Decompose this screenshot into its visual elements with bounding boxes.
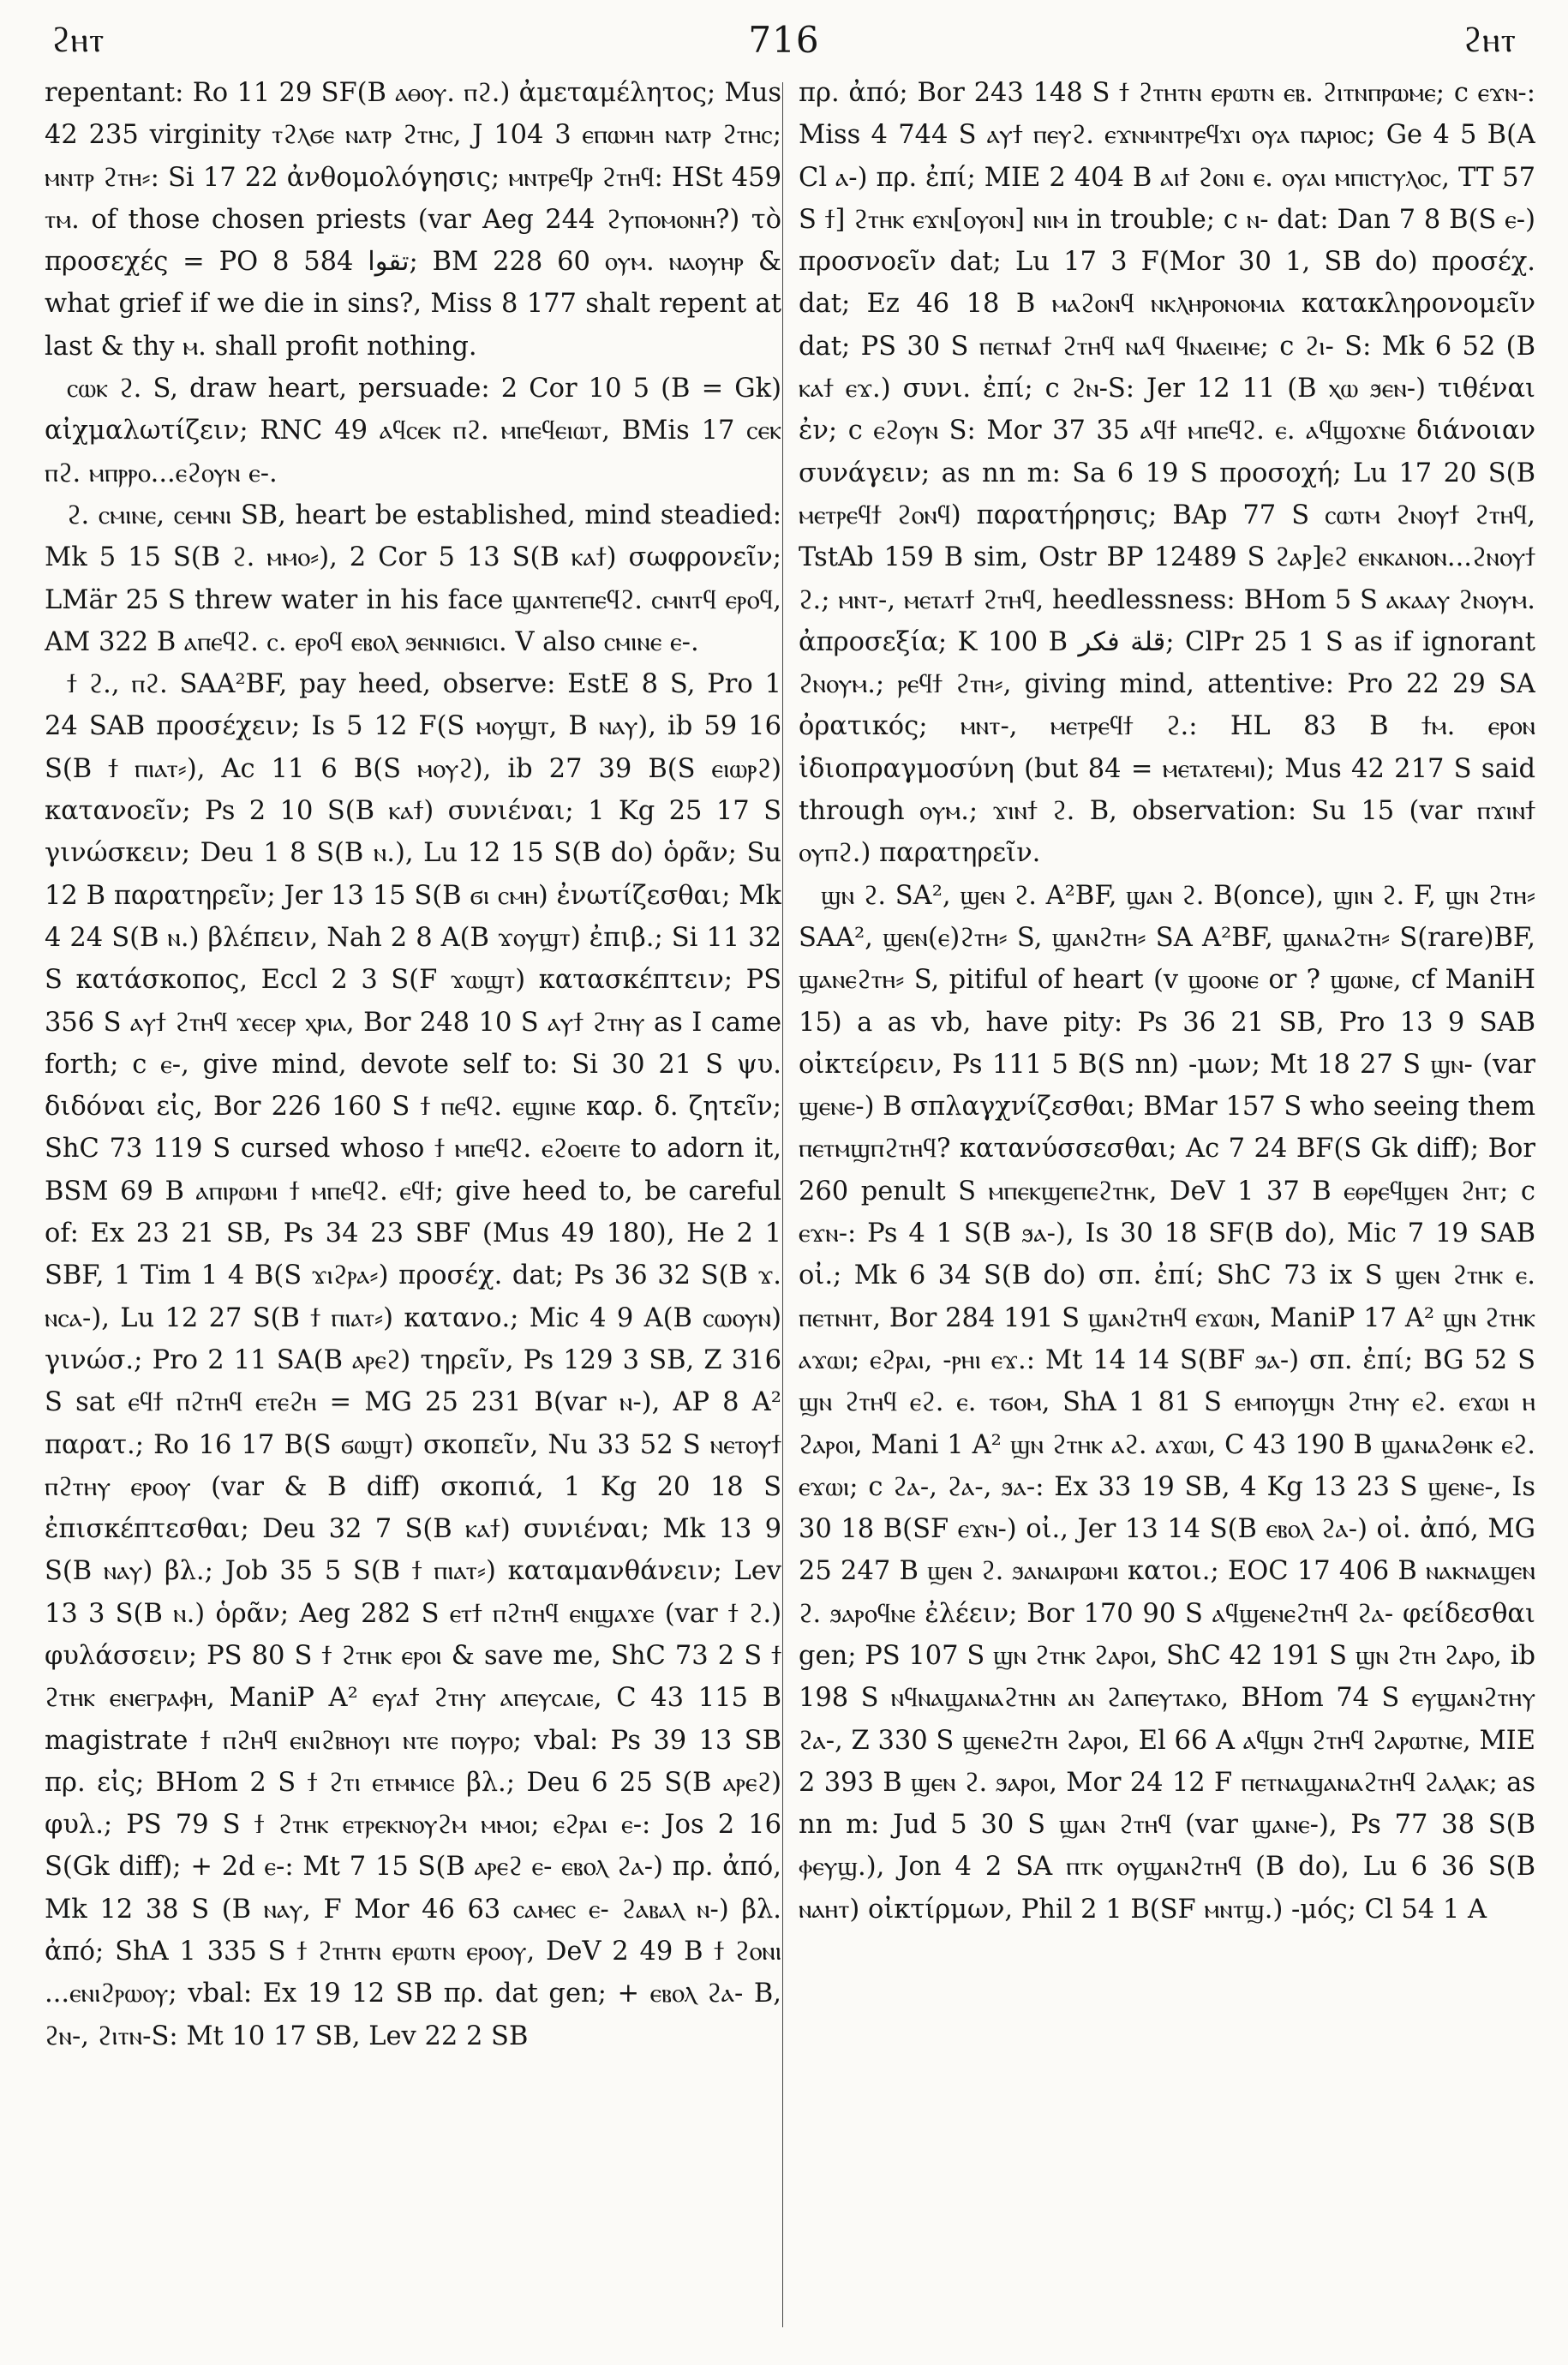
page-header: [51, 14, 1517, 65]
right-column: [799, 72, 1535, 2334]
header-right-headword: ϩⲏⲧ: [1463, 20, 1517, 60]
entry-paragraph: πρ. ἀπό; Bor 243 148 S ϯ ϩⲧⲏⲧⲛ ⲉⲣⲱⲧⲛ ⲉⲃ. ϩⲓⲧⲛⲡⲣⲱⲙⲉ; c ⲉϫⲛ-: Miss 4 744 S ⲁⲩϯ ⲡⲉⲩϩ. ⲉϫⲛⲙⲛⲧⲣⲉϥϫⲓ ⲟⲩⲁ ⲡⲁⲣⲓⲟⲥ; Ge 4 5 B(A Cl ⲁ-) πρ. ἐπί; MIE 2 404 B ⲁⲓϯ ϩⲟⲛⲓ ⲉ. ⲟⲩⲁⲓ ⲙⲡⲓⲥⲧⲩⲗⲟⲥ, TT 57 S ϯ] ϩⲧⲏⲕ ⲉϫⲛ[ⲟⲩⲟⲛ] ⲛⲓⲙ in trouble; c ⲛ- dat: Dan 7 8 B(S ⲉ-) προσνοεῖν dat; Lu 17 3 F(Mor 30 1, SB do) προσέχ. dat; Ez 46 18 B ⲙⲁϩⲟⲛϥ ⲛⲕⲗⲏⲣⲟⲛⲟⲙⲓⲁ κατακληρονομεῖν dat; PS 30 S ⲡⲉⲧⲛⲁϯ ϩⲧⲏϥ ⲛⲁϥ ϥⲛⲁⲉⲓⲙⲉ; c ϩⲓ- S: Mk 6 52 (B ⲕⲁϯ ⲉϫ.) συνι. ἐπί; c ϩⲛ-S: Jer 12 11 (B ⲭⲱ ϧⲉⲛ-) τιθέναι ἐν; c ⲉϩⲟⲩⲛ S: Mor 37 35 ⲁϥϯ ⲙⲡⲉϥϩ. ⲉ. ⲁϥϣⲟϫⲛⲉ διάνοιαν συνάγειν; as nn m: Sa 6 19 S προσοχή; Lu 17 20 S(B ⲙⲉⲧⲣⲉϥϯ ϩⲟⲛϥ) παρατήρησις; BAp 77 S ⲥⲱⲧⲙ ϩⲛⲟⲩϯ ϩⲧⲏϥ, TstAb 159 B sim, Ostr BP 12489 S ϩⲁⲣ]ⲉϩ ⲉⲛⲕⲁⲛⲟⲛ...ϩⲛⲟⲩϯ ϩ.; ⲙⲛⲧ-, ⲙⲉⲧⲁⲧϯ ϩⲧⲏϥ, heedlessness: BHom 5 S ⲁⲕⲁⲁⲩ ϩⲛⲟⲩⲙ. ἀπροσεξία; K 100 B ﻗﻠﺔ ﻓﻜﺮ; ClPr 25 1 S as if ignorant ϩⲛⲟⲩⲙ.; ⲣⲉϥϯ ϩⲧⲏ⸗, giving mind, attentive: Pro 22 29 SA ὀρατικός; ⲙⲛⲧ-, ⲙⲉⲧⲣⲉϥϯ ϩ.: HL 83 B ϯⲙ. ⲉⲣⲟⲛ ἰδιοπραγμοσύνη (but 84 = ⲙⲉⲧⲁⲧⲉⲙⲓ); Mus 42 217 S said through ⲟⲩⲙ.; ϫⲓⲛϯ ϩ. B, observation: Su 15 (var ⲡϫⲓⲛϯ ⲟⲩⲡϩ.) παρατηρεῖν.: [799, 78, 1535, 869]
left-column: [45, 72, 781, 2334]
header-left-headword: ϩⲏⲧ: [51, 20, 105, 60]
entry-paragraph: ⲥⲱⲕ ϩ. S, draw heart, persuade: 2 Cor 10 5 (B = Gk) αἰχμαλωτίζειν; RNC 49 ⲁϥⲥⲉⲕ ⲡϩ. ⲙⲡⲉϥⲉⲓⲱⲧ, BMis 17 ⲥⲉⲕ ⲡϩ. ⲙⲡⲣⲣⲟ...ⲉϩⲟⲩⲛ ⲉ-.: [45, 374, 781, 488]
entry-paragraph: ϩ. ⲥⲙⲓⲛⲉ, ⲥⲉⲙⲛⲓ SB, heart be established, mind steadied: Mk 5 15 S(B ϩ. ⲙⲙⲟ⸗), 2 Cor 5 13 S(B ⲕⲁϯ) σωφρονεῖν; LMär 25 S threw water in his face ϣⲁⲛⲧⲉⲡⲉϥϩ. ⲥⲙⲛⲧϥ ⲉⲣⲟϥ, AM 322 B ⲁⲡⲉϥϩ. ⲥ. ⲉⲣⲟϥ ⲉⲃⲟⲗ ϧⲉⲛⲛⲓϭⲓⲥⲓ. V also ⲥⲙⲓⲛⲉ ⲉ-.: [45, 500, 781, 657]
entry-paragraph: ϣⲛ ϩ. SA², ϣⲉⲛ ϩ. A²BF, ϣⲁⲛ ϩ. B(once), ϣⲓⲛ ϩ. F, ϣⲛ ϩⲧⲏ⸗ SAA², ϣⲉⲛ(ⲉ)ϩⲧⲏ⸗ S, ϣⲁⲛϩⲧⲏ⸗ SA A²BF, ϣⲁⲛⲁϩⲧⲏ⸗ S(rare)BF, ϣⲁⲛⲉϩⲧⲏ⸗ S, pitiful of heart (v ϣⲟⲟⲛⲉ or ? ϣⲱⲛⲉ, cf ManiH 15) a as vb, have pity: Ps 36 21 SB, Pro 13 9 SAB οἰκτείρειν, Ps 111 5 B(S nn) -μων; Mt 18 27 S ϣⲛ- (var ϣⲉⲛⲉ-) B σπλαγχνίζεσθαι; BMar 157 S who seeing them ⲡⲉⲧⲙϣⲡϩⲧⲏϥ? κατανύσσεσθαι; Ac 7 24 BF(S Gk diff); Bor 260 penult S ⲙⲡⲉⲕϣⲉⲡⲉϩⲧⲏⲕ, DeV 1 37 B ⲉⲑⲣⲉϥϣⲉⲛ ϩⲏⲧ; c ⲉϫⲛ-: Ps 4 1 S(B ϧⲁ-), Is 30 18 SF(B do), Mic 7 19 SAB οἰ.; Mk 6 34 S(B do) σπ. ἐπί; ShC 73 ix S ϣⲉⲛ ϩⲧⲏⲕ ⲉ. ⲡⲉⲧⲛⲏⲧ, Bor 284 191 S ϣⲁⲛϩⲧⲏϥ ⲉϫⲱⲛ, ManiP 17 A² ϣⲛ ϩⲧⲏⲕ ⲁϫⲱⲓ; ⲉϩⲣⲁⲓ, -ⲣⲏⲓ ⲉϫ.: Mt 14 14 S(BF ϧⲁ-) σπ. ἐπί; BG 52 S ϣⲛ ϩⲧⲏϥ ⲉϩ. ⲉ. ⲧϭⲟⲙ, ShA 1 81 S ⲉⲙⲡⲟⲩϣⲛ ϩⲧⲏⲩ ⲉϩ. ⲉϫⲱⲓ ⲏ ϩⲁⲣⲟⲓ, Mani 1 A² ϣⲛ ϩⲧⲏⲕ ⲁϩ. ⲁϫⲱⲓ, C 43 190 B ϣⲁⲛⲁϩⲑⲏⲕ ⲉϩ. ⲉϫⲱⲓ; c ϩⲁ-, ϩⲁ-, ϧⲁ-: Ex 33 19 SB, 4 Kg 13 23 S ϣⲉⲛⲉ-, Is 30 18 B(SF ⲉϫⲛ-) οἰ., Jer 13 14 S(B ⲉⲃⲟⲗ ϩⲁ-) οἰ. ἀπό, MG 25 247 B ϣⲉⲛ ϩ. ϧⲁⲛⲁⲓⲣⲱⲙⲓ κατοι.; EOC 17 406 B ⲛⲁⲕⲛⲁϣⲉⲛ ϩ. ϧⲁⲣⲟϥⲛⲉ ἐλέειν; Bor 170 90 S ⲁϥϣⲉⲛⲉϩⲧⲏϥ ϩⲁ- φείδεσθαι gen; PS 107 S ϣⲛ ϩⲧⲏⲕ ϩⲁⲣⲟⲓ, ShC 42 191 S ϣⲛ ϩⲧⲏ ϩⲁⲣⲟ, ib 198 S ⲛϥⲛⲁϣⲁⲛⲁϩⲧⲏⲛ ⲁⲛ ϩⲁⲡⲉⲩⲧⲁⲕⲟ, BHom 74 S ⲉⲩϣⲁⲛϩⲧⲏⲩ ϩⲁ-, Z 330 S ϣⲉⲛⲉϩⲧⲏ ϩⲁⲣⲟⲓ, El 66 A ⲁϥϣⲛ ϩⲧⲏϥ ϩⲁⲣⲱⲧⲛⲉ, MIE 2 393 B ϣⲉⲛ ϩ. ϧⲁⲣⲟⲓ, Mor 24 12 F ⲡⲉⲧⲛⲁϣⲁⲛⲁϩⲧⲏϥ ϩⲁⲗⲁⲕ; as nn m: Jud 5 30 S ϣⲁⲛ ϩⲧⲏϥ (var ϣⲁⲛⲉ-), Ps 77 38 S(B ⲫⲉⲩϣ.), Jon 4 2 SA ⲡⲧⲕ ⲟⲩϣⲁⲛϩⲧⲏϥ (B do), Lu 6 36 S(B ⲛⲁⲏⲧ) οἰκτίρμων, Phil 2 1 B(SF ⲙⲛⲧϣ.) -μός; Cl 54 1 A: [799, 880, 1535, 1925]
page-number: 716: [748, 18, 820, 61]
entry-paragraph: repentant: Ro 11 29 SF(B ⲁⲑⲟⲩ. ⲡϩ.) ἀμεταμέλητος; Mus 42 235 virginity ⲧϩⲗϭⲉ ⲛⲁⲧⲣ ϩⲧⲏⲥ, J 104 3 ⲉⲡⲱⲙⲏ ⲛⲁⲧⲣ ϩⲧⲏⲥ; ⲙⲛⲧⲣ ϩⲧⲏ⸗: Si 17 22 ἀνθομολόγησις; ⲙⲛⲧⲣⲉϥⲣ ϩⲧⲏϥ: HSt 459 ⲧⲙ. of those chosen priests (var Aeg 244 ϩⲩⲡⲟⲙⲟⲛⲏ?) τὸ προσεχές = PO 8 584 ﺗﻘﻮﺍ; BM 228 60 ⲟⲩⲙ. ⲛⲁⲟⲩⲏⲣ & what grief if we die in sins?, Miss 8 177 shalt repent at last & thy ⲙ. shall profit nothing.: [45, 78, 781, 362]
entry-paragraph: ϯ ϩ., ⲡϩ. SAA²BF, pay heed, observe: EstE 8 S, Pro 1 24 SAB προσέχειν; Is 5 12 F(S ⲙⲟⲩϣⲧ, B ⲛⲁⲩ), ib 59 16 S(B ϯ ⲡⲓⲁⲧ⸗), Ac 11 6 B(S ⲙⲟⲩϩ), ib 27 39 B(S ⲉⲓⲱⲣϩ) κατανοεῖν; Ps 2 10 S(B ⲕⲁϯ) συνιέναι; 1 Kg 25 17 S γινώσκειν; Deu 1 8 S(B ⲛ.), Lu 12 15 S(B do) ὁρᾶν; Su 12 B παρατηρεῖν; Jer 13 15 S(B ϭⲓ ⲥⲙⲏ) ἐνωτίζεσθαι; Mk 4 24 S(B ⲛ.) βλέπειν, Nah 2 8 A(B ϫⲟⲩϣⲧ) ἐπιβ.; Si 11 32 S κατάσκοπος, Eccl 2 3 S(F ϫⲱϣⲧ) κατασκέπτειν; PS 356 S ⲁⲩϯ ϩⲧⲏϥ ϫⲉⲥⲉⲣ ⲭⲣⲓⲁ, Bor 248 10 S ⲁⲩϯ ϩⲧⲏⲩ as I came forth; c ⲉ-, give mind, devote self to: Si 30 21 S ψυ. διδόναι εἰς, Bor 226 160 S ϯ ⲡⲉϥϩ. ⲉϣⲓⲛⲉ καρ. δ. ζητεῖν; ShC 73 119 S cursed whoso ϯ ⲙⲡⲉϥϩ. ⲉϩⲟⲉⲓⲧⲉ to adorn it, BSM 69 B ⲁⲡⲓⲣⲱⲙⲓ ϯ ⲙⲡⲉϥϩ. ⲉϥϯ; give heed to, be careful of: Ex 23 21 SB, Ps 34 23 SBF (Mus 49 180), He 2 1 SBF, 1 Tim 1 4 B(S ϫⲓϩⲣⲁ⸗) προσέχ. dat; Ps 36 32 S(B ϫ. ⲛⲥⲁ-), Lu 12 27 S(B ϯ ⲡⲓⲁⲧ⸗) κατανο.; Mic 4 9 A(B ⲥⲱⲟⲩⲛ) γινώσ.; Pro 2 11 SA(B ⲁⲣⲉϩ) τηρεῖν, Ps 129 3 SB, Z 316 S sat ⲉϥϯ ⲡϩⲧⲏϥ ⲉⲧⲉϩⲏ = MG 25 231 B(var ⲛ-), AP 8 A² παρατ.; Ro 16 17 B(S ϭⲱϣⲧ) σκοπεῖν, Nu 33 52 S ⲛⲉⲧⲟⲩϯ ⲡϩⲧⲏⲩ ⲉⲣⲟⲟⲩ (var & B diff) σκοπιά, 1 Kg 20 18 S ἐπισκέπτεσθαι; Deu 32 7 S(B ⲕⲁϯ) συνιέναι; Mk 13 9 S(B ⲛⲁⲩ) βλ.; Job 35 5 S(B ϯ ⲡⲓⲁⲧ⸗) καταμανθάνειν; Lev 13 3 S(B ⲛ.) ὁρᾶν; Aeg 282 S ⲉⲧϯ ⲡϩⲧⲏϥ ⲉⲛϣⲁϫⲉ (var ϯ ϩ.) φυλάσσειν; PS 80 S ϯ ϩⲧⲏⲕ ⲉⲣⲟⲓ & save me, ShC 73 2 S ϯ ϩⲧⲏⲕ ⲉⲛⲉⲅⲣⲁⲫⲏ, ManiP A² ⲉⲩⲁϯ ϩⲧⲏⲩ ⲁⲡⲉⲩⲥⲁⲓⲉ, C 43 115 B magistrate ϯ ⲡϩⲏϥ ⲉⲛⲓϩⲃⲏⲟⲩⲓ ⲛⲧⲉ ⲡⲟⲩⲣⲟ; vbal: Ps 39 13 SB πρ. εἰς; BHom 2 S ϯ ϩⲧⲓ ⲉⲧⲙⲙⲓⲥⲉ βλ.; Deu 6 25 S(B ⲁⲣⲉϩ) φυλ.; PS 79 S ϯ ϩⲧⲏⲕ ⲉⲧⲣⲉⲕⲛⲟⲩϩⲙ ⲙⲙⲟⲓ; ⲉϩⲣⲁⲓ ⲉ-: Jos 2 16 S(Gk diff); + 2d ⲉ-: Mt 7 15 S(B ⲁⲣⲉϩ ⲉ- ⲉⲃⲟⲗ ϩⲁ-) πρ. ἀπό, Mk 12 38 S (B ⲛⲁⲩ, F Mor 46 63 ⲥⲁⲙⲉⲥ ⲉ- ϩⲁⲃⲁⲗ ⲛ-) βλ. ἀπό; ShA 1 335 S ϯ ϩⲧⲏⲧⲛ ⲉⲣⲱⲧⲛ ⲉⲣⲟⲟⲩ, DeV 2 49 B ϯ ϩⲟⲛⲓ ...ⲉⲛⲓϩⲣⲱⲟⲩ; vbal: Ex 19 12 SB πρ. dat gen; + ⲉⲃⲟⲗ ϩⲁ- B, ϩⲛ-, ϩⲓⲧⲛ-S: Mt 10 17 SB, Lev 22 2 SB: [45, 669, 781, 2051]
column-divider: [782, 82, 783, 2327]
